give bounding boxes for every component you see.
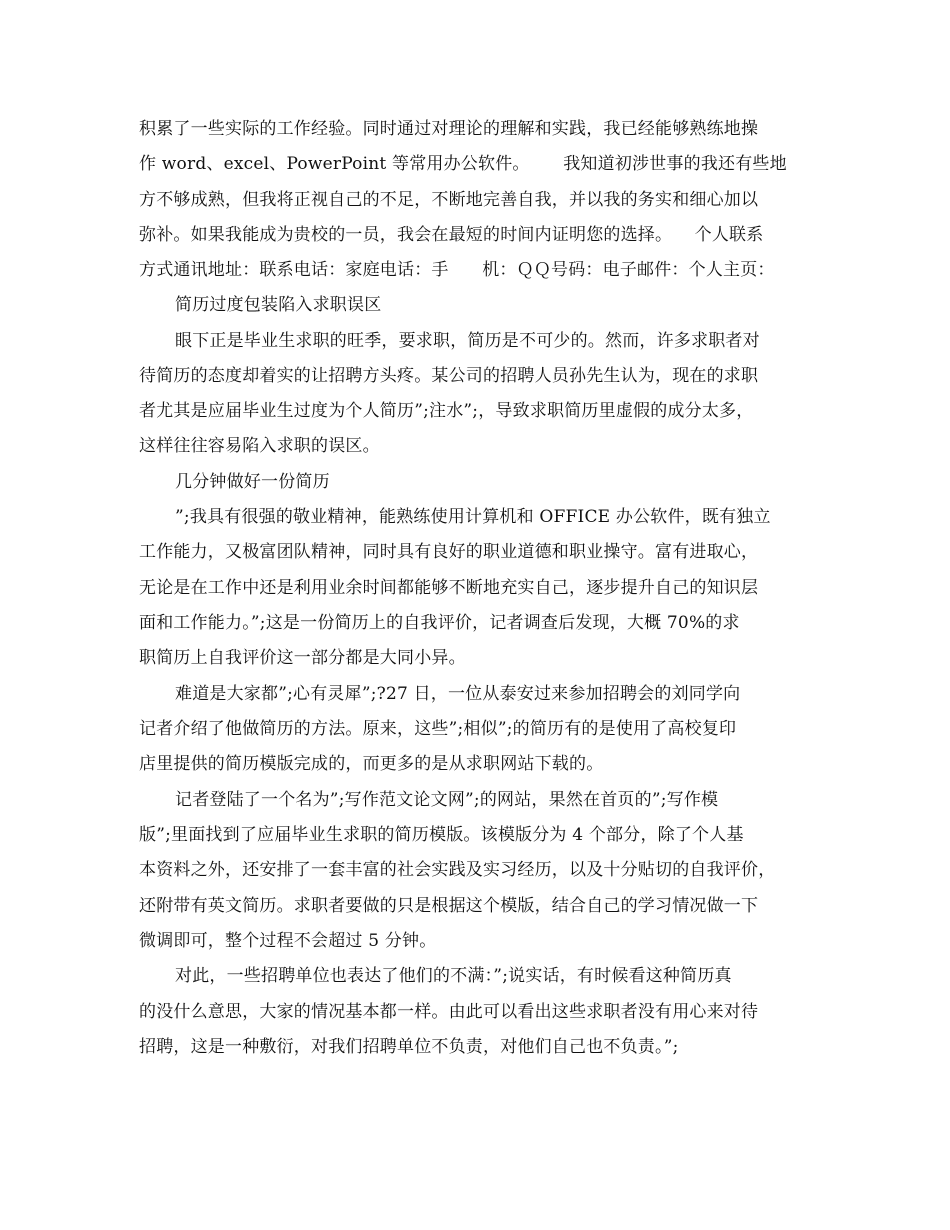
text-line: 对此，一些招聘单位也表达了他们的不满：”;说实话，有时候看这种简历真 xyxy=(175,966,732,986)
text-line: 者尤其是应届毕业生过度为个人简历”;注水”;，导致求职简历里虚假的成分太多， xyxy=(139,401,754,421)
text-line: 记者介绍了他做简历的方法。原来，这些”;相似”;的简历有的是使用了高校复印 xyxy=(139,719,737,739)
text-line: 记者登陆了一个名为”;写作范文论文网”;的网站，果然在首页的”;写作模 xyxy=(175,790,719,810)
text-line: 本资料之外，还安排了一套丰富的社会实践及实习经历，以及十分贴切的自我评价， xyxy=(139,860,776,880)
text-line: 工作能力，又极富团队精神，同时具有良好的职业道德和职业操守。富有进取心， xyxy=(139,542,759,562)
text-line: 无论是在工作中还是利用业余时间都能够不断地充实自己，逐步提升自己的知识层 xyxy=(139,578,759,598)
text-line: 眼下正是毕业生求职的旺季，要求职，简历是不可少的。然而，许多求职者对 xyxy=(175,331,760,351)
text-line: 难道是大家都”;心有灵犀”;?27 日，一位从泰安过来参加招聘会的刘同学向 xyxy=(175,684,741,704)
text-line: ”;我具有很强的敬业精神，能熟练使用计算机和 OFFICE 办公软件，既有独立 xyxy=(175,507,771,527)
text-line: 方式通讯地址：联系电话：家庭电话：手 机：ＱＱ号码：电子邮件：个人主页： xyxy=(139,260,775,280)
text-line: 微调即可，整个过程不会超过 5 分钟。 xyxy=(139,931,437,951)
text-line: 待简历的态度却着实的让招聘方头疼。某公司的招聘人员孙先生认为，现在的求职 xyxy=(139,366,759,386)
text-line: 还附带有英文简历。求职者要做的只是根据这个模版，结合自己的学习情况做一下 xyxy=(139,896,759,916)
section-heading: 简历过度包装陷入求职误区 xyxy=(175,295,382,315)
text-line: 的没什么意思，大家的情况基本都一样。由此可以看出这些求职者没有用心来对待 xyxy=(139,1002,759,1022)
text-line: 作 word、excel、PowerPoint 等常用办公软件。 我知道初涉世事的我还有些地 xyxy=(139,154,787,174)
text-line: 方不够成熟，但我将正视自己的不足，不断地完善自我，并以我的务实和细心加以 xyxy=(139,190,759,210)
section-heading: 几分钟做好一份简历 xyxy=(175,472,330,492)
text-line: 面和工作能力。”;这是一份简历上的自我评价，记者调查后发现，大概 70%的求 xyxy=(139,613,740,633)
text-line: 店里提供的简历模版完成的，而更多的是从求职网站下载的。 xyxy=(139,754,604,774)
text-line: 积累了一些实际的工作经验。同时通过对理论的理解和实践，我已经能够熟练地操 xyxy=(139,119,759,139)
text-line: 招聘，这是一种敷衍，对我们招聘单位不负责，对他们自己也不负责。”; xyxy=(139,1037,679,1057)
text-line: 版”;里面找到了应届毕业生求职的简历模版。该模版分为 4 个部分，除了个人基 xyxy=(139,825,744,845)
text-line: 这样往往容易陷入求职的误区。 xyxy=(139,436,380,456)
text-line: 职简历上自我评价这一部分都是大同小异。 xyxy=(139,648,466,668)
text-line: 弥补。如果我能成为贵校的一员，我会在最短的时间内证明您的选择。 个人联系 xyxy=(139,225,764,245)
